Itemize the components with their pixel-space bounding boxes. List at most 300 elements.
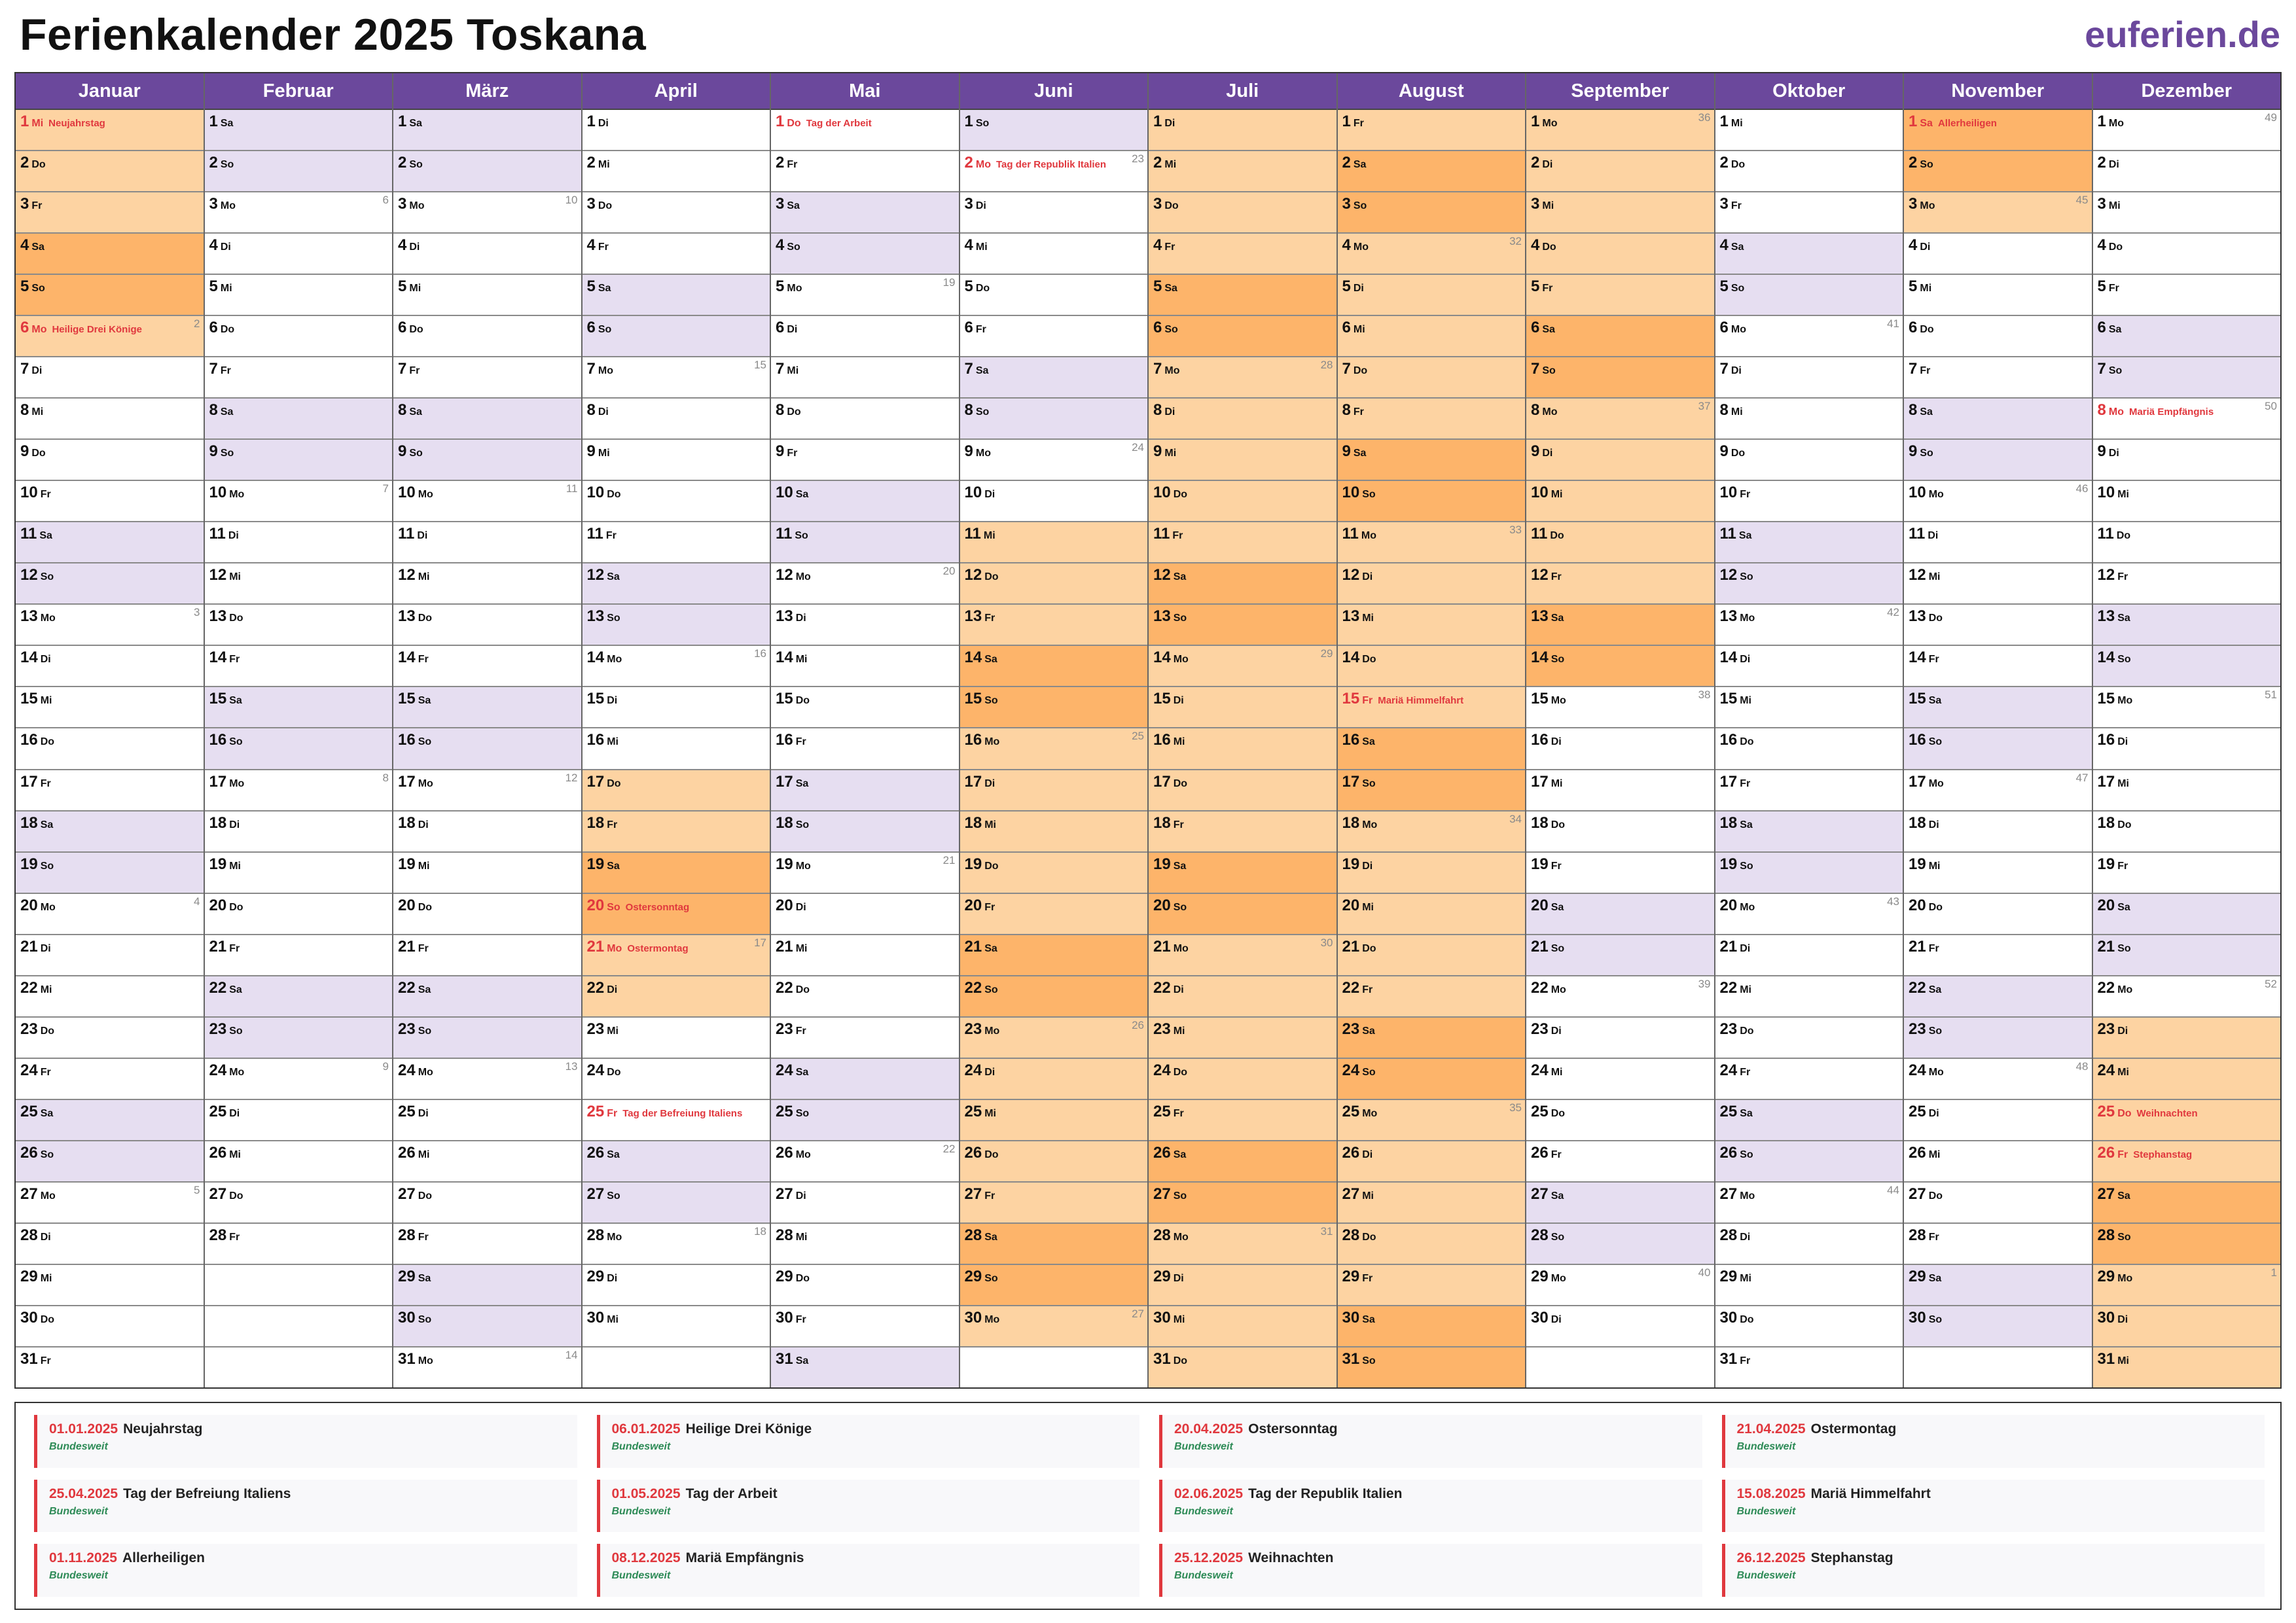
- school-holiday-cell: [1338, 728, 1526, 770]
- holiday-name: Ostersonntag: [625, 901, 690, 913]
- day-cell: [1526, 976, 1714, 1018]
- weekday-label: Mo: [2117, 984, 2133, 995]
- day-number: 5: [1153, 277, 1162, 296]
- day-number: 31: [398, 1349, 416, 1368]
- day-number: 5: [1531, 277, 1540, 296]
- month-column: [583, 73, 772, 1387]
- weekday-label: So: [1542, 365, 1556, 377]
- holiday-name: Mariä Empfängnis: [2128, 406, 2214, 418]
- day-cell: [393, 1224, 581, 1265]
- day-number: 11: [1909, 525, 1926, 543]
- day-cell: [205, 316, 393, 357]
- month-column: [16, 73, 205, 1387]
- weekday-label: Sa: [1173, 571, 1187, 583]
- day-number: 23: [1153, 1020, 1171, 1038]
- weekday-label: Sa: [1928, 695, 1942, 707]
- weekday-label: Fr: [787, 448, 798, 459]
- month-column: [771, 73, 960, 1387]
- weekday-label: Sa: [1928, 1272, 1942, 1284]
- weekday-label: Mi: [1164, 448, 1177, 459]
- weekday-label: So: [2117, 1231, 2131, 1243]
- day-cell: [960, 357, 1148, 399]
- week-number: 7: [382, 482, 389, 495]
- weekday-label: Fr: [1362, 695, 1373, 707]
- school-holiday-cell: [960, 935, 1148, 976]
- school-holiday-cell: [960, 1224, 1148, 1265]
- day-number: 23: [776, 1020, 793, 1038]
- day-number: 16: [1342, 731, 1360, 749]
- day-number: 1: [964, 113, 973, 130]
- school-holiday-cell: [1338, 192, 1526, 234]
- day-number: 20: [209, 896, 227, 914]
- day-number: 27: [209, 1185, 227, 1203]
- day-number: 6: [1719, 319, 1729, 337]
- day-number: 14: [20, 649, 38, 667]
- day-number: 16: [1909, 731, 1926, 749]
- holiday-name: Weihnachten: [2136, 1107, 2198, 1119]
- weekday-label: Fr: [31, 200, 43, 212]
- day-cell: [2093, 151, 2281, 192]
- day-cell: [16, 853, 204, 894]
- weekday-label: Sa: [607, 571, 620, 583]
- school-holiday-cell: [960, 728, 1148, 770]
- weekday-label: Mi: [1928, 571, 1941, 583]
- day-number: 2: [964, 154, 973, 172]
- day-number: 10: [20, 484, 38, 502]
- day-number: 4: [20, 236, 29, 255]
- day-number: 25: [1531, 1102, 1549, 1120]
- school-holiday-cell: [583, 812, 770, 853]
- day-number: 5: [1909, 277, 1918, 296]
- holiday-name: Mariä Himmelfahrt: [1378, 695, 1464, 707]
- day-cell: [771, 728, 959, 770]
- day-number: 21: [398, 937, 416, 955]
- day-number: 12: [20, 566, 38, 584]
- weekday-label: So: [1731, 283, 1745, 294]
- weekday-label: Di: [2117, 736, 2128, 748]
- day-cell: [1904, 1100, 2092, 1141]
- day-number: 31: [1153, 1349, 1171, 1368]
- day-cell: [2093, 646, 2281, 687]
- day-cell: [771, 192, 959, 234]
- weekday-label: Fr: [1551, 860, 1562, 872]
- legend-date: 21.04.2025: [1736, 1421, 1806, 1436]
- day-cell: [16, 1306, 204, 1347]
- day-cell: [771, 770, 959, 812]
- month-header: August: [1338, 73, 1526, 110]
- day-cell: [393, 440, 581, 481]
- day-cell: [393, 399, 581, 440]
- day-number: 14: [586, 649, 605, 667]
- day-number: 4: [1342, 236, 1351, 255]
- day-number: 31: [776, 1349, 793, 1368]
- legend-item: [1159, 1415, 1702, 1468]
- weekday-label: Di: [228, 530, 239, 542]
- school-holiday-cell: [960, 563, 1148, 605]
- day-number: 7: [1909, 360, 1918, 378]
- weekday-label: Do: [1173, 1066, 1188, 1078]
- week-number: 32: [1509, 235, 1522, 248]
- day-number: 2: [398, 154, 407, 172]
- school-holiday-cell: [1338, 563, 1526, 605]
- day-cell: [2093, 522, 2281, 563]
- school-holiday-cell: [1149, 812, 1336, 853]
- day-cell: [583, 1059, 770, 1100]
- day-number: 1: [209, 113, 218, 130]
- day-number: 24: [2097, 1061, 2115, 1079]
- day-cell: [393, 1100, 581, 1141]
- weekday-label: So: [984, 695, 998, 707]
- weekday-label: Sa: [1920, 406, 1933, 418]
- weekday-label: Di: [409, 241, 420, 253]
- day-cell: [393, 687, 581, 728]
- weekday-label: Do: [1362, 1231, 1376, 1243]
- day-cell: [771, 1100, 959, 1141]
- day-number: 23: [1342, 1020, 1360, 1038]
- weekday-label: Fr: [1353, 118, 1364, 129]
- weekday-label: So: [984, 984, 998, 995]
- empty-cell: [583, 1347, 770, 1387]
- day-number: 19: [776, 855, 793, 873]
- school-holiday-cell: [1526, 192, 1714, 234]
- weekday-label: Sa: [220, 118, 234, 129]
- day-cell: [393, 316, 581, 357]
- day-number: 11: [20, 525, 37, 543]
- day-number: 30: [586, 1308, 605, 1327]
- day-number: 20: [586, 896, 605, 914]
- day-number: 9: [20, 442, 29, 461]
- weekday-label: Sa: [795, 489, 809, 501]
- weekday-label: Di: [40, 1231, 51, 1243]
- school-holiday-cell: [1338, 440, 1526, 481]
- weekday-label: Di: [417, 530, 428, 542]
- day-number: 31: [1719, 1349, 1738, 1368]
- day-cell: [771, 646, 959, 687]
- day-number: 22: [964, 978, 982, 997]
- school-holiday-cell: [1338, 935, 1526, 976]
- weekday-label: Fr: [984, 901, 996, 913]
- school-holiday-cell: [16, 151, 204, 192]
- weekday-label: Sa: [409, 406, 422, 418]
- school-holiday-cell: [1338, 481, 1526, 522]
- day-cell: [393, 151, 581, 192]
- day-cell: [2093, 894, 2281, 935]
- month-header: Mai: [771, 73, 959, 110]
- weekday-label: So: [795, 530, 808, 542]
- day-number: 22: [776, 978, 793, 997]
- day-cell: [2093, 770, 2281, 812]
- weekday-label: Mo: [220, 200, 236, 212]
- holiday-name: Tag der Arbeit: [806, 118, 872, 129]
- day-number: 10: [209, 484, 227, 502]
- day-number: 10: [1531, 484, 1549, 502]
- day-number: 22: [1342, 978, 1360, 997]
- weekday-label: Mi: [31, 118, 44, 129]
- day-number: 28: [398, 1226, 416, 1244]
- week-number: 27: [1132, 1307, 1144, 1320]
- day-number: 17: [1342, 772, 1360, 791]
- school-holiday-cell: [1149, 935, 1336, 976]
- weekday-label: Mo: [1173, 654, 1189, 666]
- week-number: 47: [2075, 771, 2089, 784]
- day-number: 23: [586, 1020, 605, 1038]
- day-number: 13: [964, 607, 982, 626]
- weekday-label: Do: [1740, 1313, 1754, 1325]
- day-number: 19: [586, 855, 605, 873]
- school-holiday-cell: [583, 853, 770, 894]
- weekday-label: Do: [984, 860, 999, 872]
- day-cell: [1526, 935, 1714, 976]
- weekday-label: Fr: [1542, 283, 1553, 294]
- day-number: 14: [398, 649, 416, 667]
- brand-logo[interactable]: euferien.de: [2085, 14, 2280, 55]
- legend-item: [1722, 1415, 2265, 1468]
- school-holiday-cell: [1149, 1183, 1336, 1224]
- weekday-label: Mi: [418, 1149, 430, 1160]
- weekday-label: Fr: [984, 613, 996, 624]
- weekday-label: Mi: [229, 1149, 241, 1160]
- day-cell: [205, 234, 393, 275]
- weekday-label: Di: [1928, 530, 1939, 542]
- school-holiday-cell: [1526, 522, 1714, 563]
- day-number: 22: [398, 978, 416, 997]
- weekday-label: Do: [1928, 1190, 1943, 1202]
- day-number: 20: [1909, 896, 1926, 914]
- empty-cell: [1526, 1347, 1714, 1387]
- day-number: 24: [20, 1061, 38, 1079]
- legend-scope: Bundesweit: [1174, 1441, 1233, 1452]
- weekday-label: Fr: [1928, 1231, 1939, 1243]
- day-cell: [393, 812, 581, 853]
- weekday-label: Di: [598, 406, 609, 418]
- school-holiday-cell: [1338, 1059, 1526, 1100]
- weekday-label: Sa: [795, 1066, 809, 1078]
- weekday-label: So: [975, 118, 990, 129]
- day-cell: [583, 646, 770, 687]
- day-cell: [960, 440, 1148, 481]
- weekday-label: Di: [1740, 1231, 1751, 1243]
- day-number: 30: [1719, 1308, 1738, 1327]
- day-number: 26: [1153, 1143, 1171, 1162]
- school-holiday-cell: [1338, 1100, 1526, 1141]
- day-number: 6: [209, 319, 218, 337]
- week-number: 43: [1887, 895, 1899, 908]
- day-number: 23: [964, 1020, 982, 1038]
- day-cell: [1904, 853, 2092, 894]
- day-number: 27: [586, 1185, 605, 1203]
- day-cell: [1904, 1306, 2092, 1347]
- school-holiday-cell: [1149, 1224, 1336, 1265]
- day-number: 29: [586, 1267, 605, 1285]
- day-number: 29: [1342, 1267, 1360, 1285]
- day-number: 17: [2097, 772, 2115, 791]
- weekday-label: Sa: [2117, 901, 2130, 913]
- day-cell: [205, 728, 393, 770]
- day-cell: [771, 687, 959, 728]
- school-holiday-cell: [2093, 1347, 2281, 1387]
- day-cell: [960, 192, 1148, 234]
- day-number: 11: [1342, 525, 1359, 543]
- day-number: 19: [20, 855, 38, 873]
- month-column: [1338, 73, 1527, 1387]
- weekday-label: Di: [984, 1066, 996, 1078]
- weekday-label: Fr: [229, 942, 240, 954]
- weekday-label: Di: [1362, 860, 1373, 872]
- day-number: 17: [586, 772, 605, 791]
- day-number: 7: [209, 360, 218, 378]
- day-number: 14: [209, 649, 227, 667]
- public-holiday-cell: [960, 151, 1148, 192]
- day-number: 31: [2097, 1349, 2115, 1368]
- day-number: 10: [398, 484, 416, 502]
- day-cell: [393, 976, 581, 1018]
- weekday-label: Di: [2108, 448, 2119, 459]
- school-holiday-cell: [16, 275, 204, 316]
- weekday-label: Do: [1920, 324, 1934, 336]
- school-holiday-cell: [1149, 192, 1336, 234]
- day-number: 12: [1909, 566, 1926, 584]
- day-number: 27: [1153, 1185, 1171, 1203]
- day-number: 12: [776, 566, 793, 584]
- week-number: 38: [1698, 688, 1711, 702]
- day-cell: [1526, 1265, 1714, 1306]
- day-number: 24: [1909, 1061, 1926, 1079]
- weekday-label: Mo: [40, 1190, 56, 1202]
- weekday-label: Fr: [984, 1190, 996, 1202]
- legend-holiday-name: Tag der Befreiung Italiens: [123, 1486, 291, 1501]
- weekday-label: Mi: [40, 695, 52, 707]
- day-number: 22: [1909, 978, 1926, 997]
- weekday-label: Di: [1928, 819, 1939, 830]
- day-cell: [2093, 812, 2281, 853]
- weekday-label: Mo: [229, 777, 245, 789]
- weekday-label: Mo: [229, 489, 245, 501]
- day-number: 22: [209, 978, 227, 997]
- day-number: 6: [1531, 319, 1540, 337]
- day-cell: [393, 1018, 581, 1059]
- school-holiday-cell: [1338, 1224, 1526, 1265]
- day-number: 21: [1531, 937, 1549, 955]
- weekday-label: Do: [1551, 819, 1566, 830]
- week-number: 48: [2075, 1060, 2089, 1073]
- day-cell: [771, 399, 959, 440]
- day-cell: [1715, 812, 1903, 853]
- month-column: [1149, 73, 1338, 1387]
- day-number: 3: [1153, 195, 1162, 213]
- school-holiday-cell: [960, 646, 1148, 687]
- day-cell: [16, 1141, 204, 1183]
- day-number: 8: [1909, 401, 1918, 419]
- month-header: September: [1526, 73, 1714, 110]
- holiday-name: Heilige Drei Könige: [52, 324, 142, 336]
- day-cell: [205, 522, 393, 563]
- day-number: 13: [20, 607, 38, 626]
- day-number: 11: [586, 525, 603, 543]
- weekday-label: So: [409, 159, 423, 171]
- day-number: 7: [586, 360, 596, 378]
- day-cell: [1526, 1059, 1714, 1100]
- weekday-label: Fr: [605, 530, 617, 542]
- day-cell: [1715, 976, 1903, 1018]
- weekday-label: Do: [787, 406, 801, 418]
- day-number: 20: [20, 896, 38, 914]
- day-number: 17: [398, 772, 416, 791]
- day-cell: [16, 1347, 204, 1387]
- weekday-label: Mi: [229, 860, 241, 872]
- day-number: 19: [1531, 855, 1549, 873]
- legend-item: [1159, 1544, 1702, 1597]
- public-holiday-cell: [583, 894, 770, 935]
- legend-item: [34, 1415, 577, 1468]
- weekday-label: Mi: [1362, 1190, 1374, 1202]
- day-number: 18: [2097, 813, 2115, 832]
- day-number: 30: [20, 1308, 38, 1327]
- weekday-label: Do: [409, 324, 423, 336]
- day-number: 27: [1719, 1185, 1738, 1203]
- day-number: 10: [1342, 484, 1360, 502]
- school-holiday-cell: [1526, 357, 1714, 399]
- day-number: 10: [1153, 484, 1171, 502]
- day-cell: [16, 357, 204, 399]
- weekday-label: Do: [598, 200, 613, 212]
- weekday-label: Mo: [1542, 406, 1558, 418]
- day-number: 9: [2097, 442, 2106, 461]
- day-number: 8: [209, 401, 218, 419]
- month-header: Juli: [1149, 73, 1336, 110]
- weekday-label: So: [1362, 1066, 1376, 1078]
- legend-holiday-name: Tag der Republik Italien: [1248, 1486, 1403, 1501]
- weekday-label: Mi: [1928, 1149, 1941, 1160]
- legend-scope: Bundesweit: [49, 1570, 108, 1582]
- weekday-label: Mi: [1164, 159, 1177, 171]
- day-number: 25: [1153, 1102, 1171, 1120]
- weekday-label: Fr: [1173, 1107, 1184, 1119]
- school-holiday-cell: [1149, 853, 1336, 894]
- weekday-label: Fr: [40, 1066, 51, 1078]
- day-cell: [2093, 440, 2281, 481]
- month-header: Oktober: [1715, 73, 1903, 110]
- school-holiday-cell: [1149, 646, 1336, 687]
- day-number: 22: [2097, 978, 2115, 997]
- weekday-label: So: [1928, 1313, 1943, 1325]
- week-number: 34: [1509, 812, 1522, 825]
- day-number: 26: [20, 1143, 38, 1162]
- school-holiday-cell: [1338, 812, 1526, 853]
- day-number: 3: [964, 195, 973, 213]
- public-holiday-cell: [1338, 687, 1526, 728]
- legend-date: 01.05.2025: [611, 1486, 681, 1501]
- day-cell: [1904, 1224, 2092, 1265]
- day-cell: [583, 440, 770, 481]
- school-holiday-cell: [1338, 646, 1526, 687]
- school-holiday-cell: [1338, 110, 1526, 151]
- day-cell: [1904, 275, 2092, 316]
- weekday-label: Mi: [1740, 1272, 1751, 1284]
- day-number: 14: [776, 649, 793, 667]
- day-number: 27: [20, 1185, 38, 1203]
- weekday-label: Sa: [418, 1272, 431, 1284]
- day-number: 12: [1342, 566, 1360, 584]
- day-cell: [771, 151, 959, 192]
- weekday-label: Do: [1928, 613, 1943, 624]
- day-cell: [1715, 1265, 1903, 1306]
- weekday-label: Di: [607, 984, 618, 995]
- day-cell: [2093, 605, 2281, 646]
- weekday-label: Mo: [607, 1231, 622, 1243]
- day-cell: [2093, 976, 2281, 1018]
- week-number: 17: [754, 936, 766, 949]
- weekday-label: Do: [787, 118, 801, 129]
